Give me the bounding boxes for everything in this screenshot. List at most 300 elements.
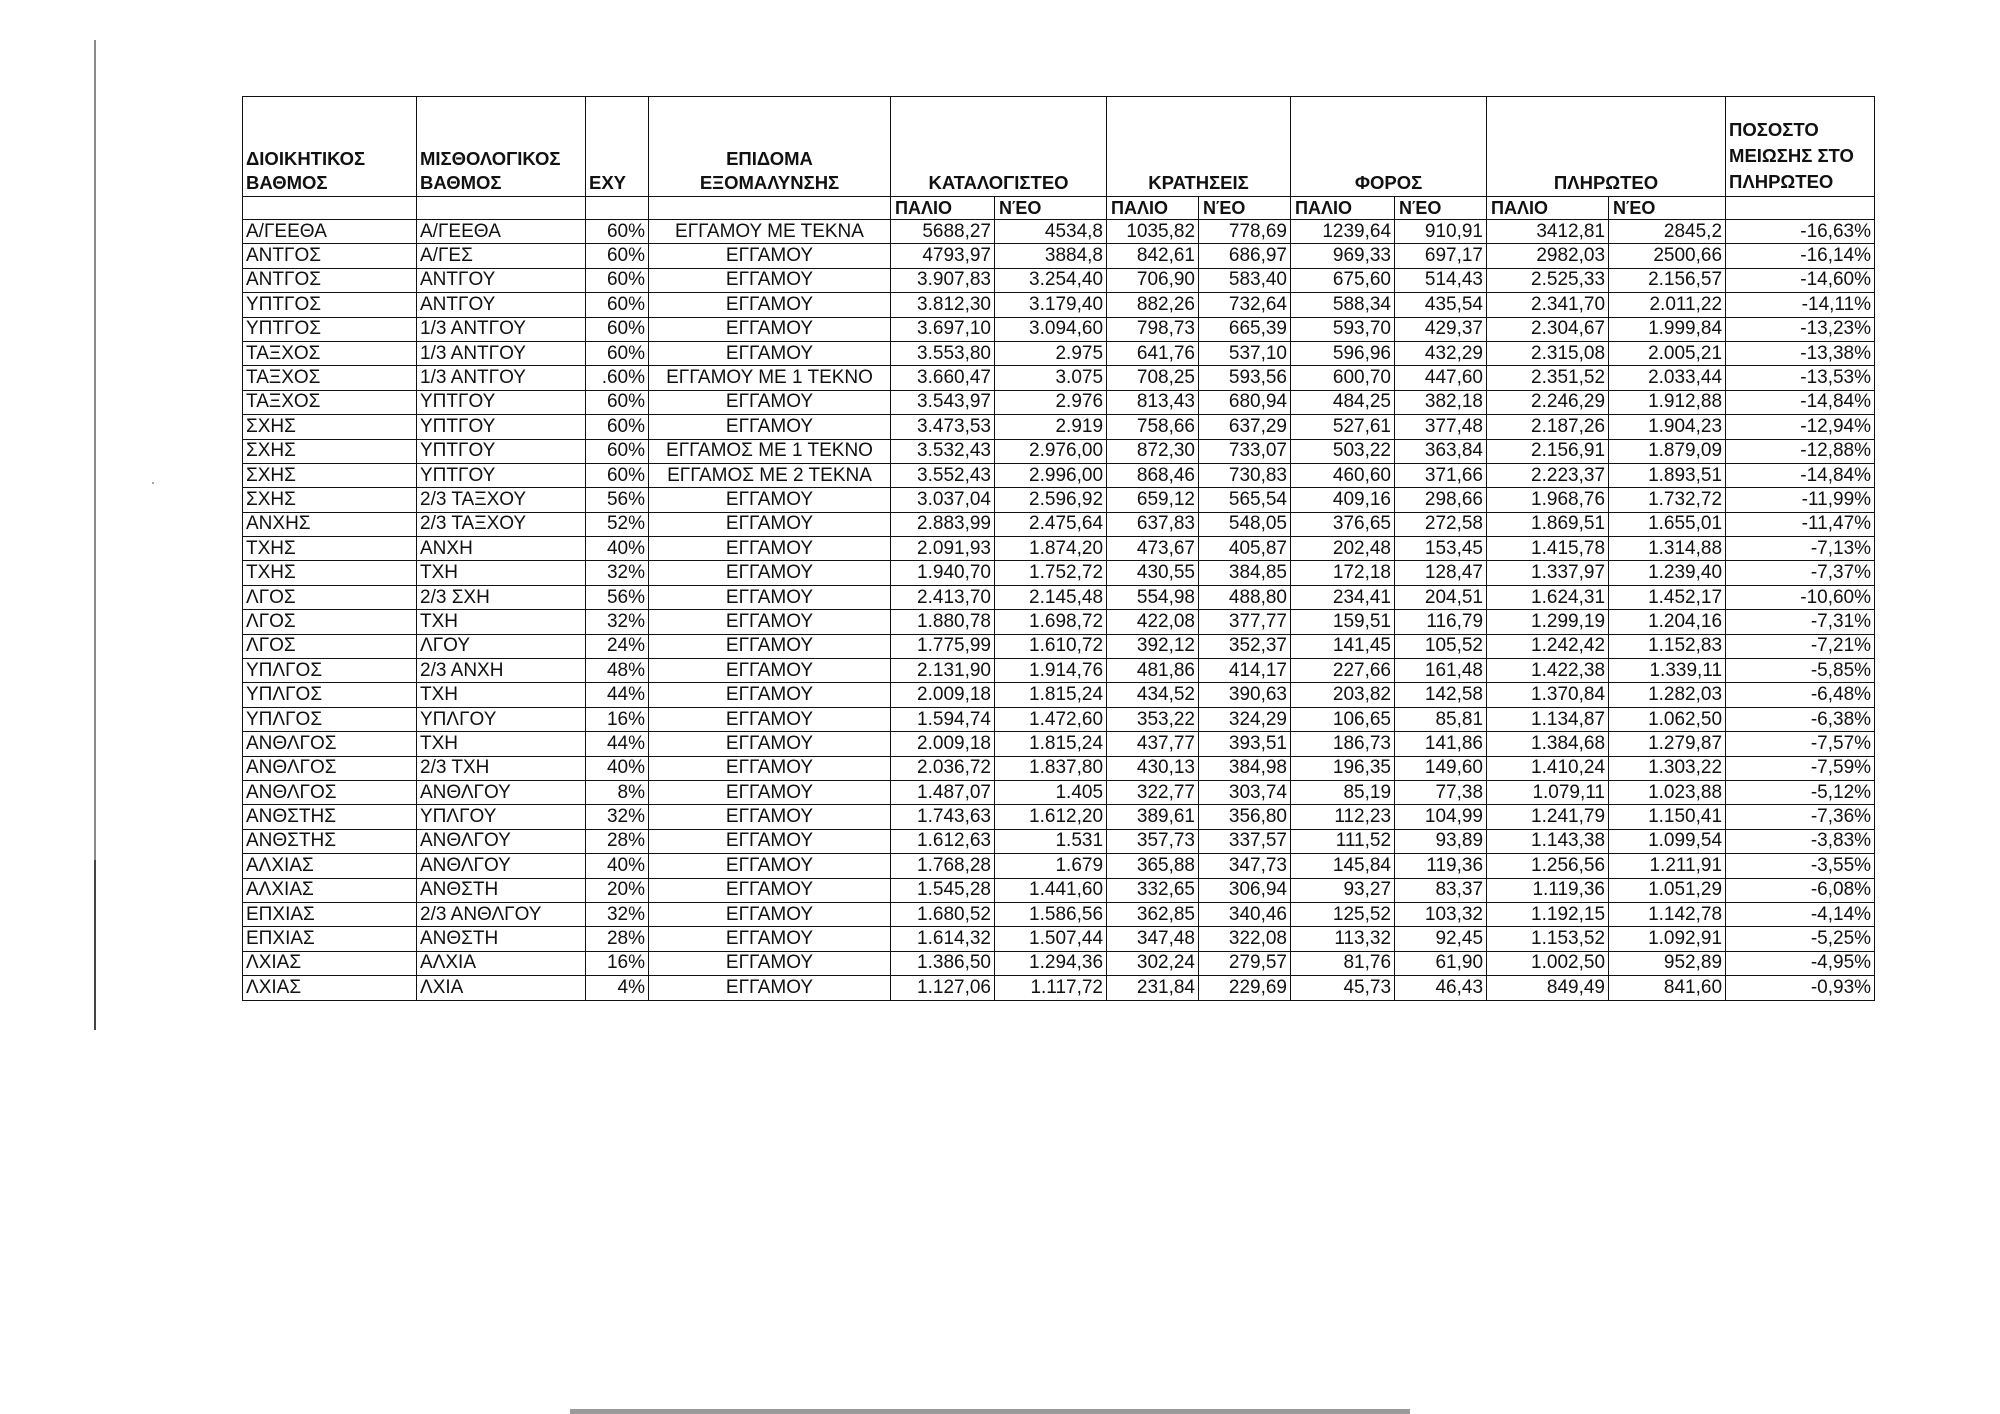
cell-dioikitikos: ΑΝΘΛΓΟΣ — [243, 780, 417, 804]
cell-plirotheo-old: 2.525,33 — [1487, 268, 1609, 292]
cell-kratiseis-new: 356,80 — [1199, 805, 1291, 829]
cell-plirotheo-new: 2845,2 — [1609, 220, 1726, 244]
cell-misthologikos: ΑΝΘΛΓΟΥ — [417, 829, 586, 853]
cell-misthologikos: 2/3 ΤΑΞΧΟΥ — [417, 512, 586, 536]
cell-plirotheo-new: 2500,66 — [1609, 244, 1726, 268]
cell-exy: 20% — [586, 878, 649, 902]
cell-plirotheo-new: 2.011,22 — [1609, 293, 1726, 317]
table-row — [243, 220, 1875, 244]
cell-epidoma: ΕΓΓΑΜΟΥ — [649, 317, 891, 341]
cell-pososto: -14,11% — [1726, 293, 1875, 317]
cell-kratiseis-old: 842,61 — [1107, 244, 1199, 268]
cell-plirotheo-old: 1.192,15 — [1487, 902, 1609, 926]
cell-foros-new: 77,38 — [1395, 780, 1487, 804]
cell-epidoma: ΕΓΓΑΜΟΥ — [649, 610, 891, 634]
cell-plirotheo-new: 1.051,29 — [1609, 878, 1726, 902]
cell-katalogisteo-old: 1.775,99 — [891, 634, 995, 658]
salary-table — [242, 96, 1875, 1001]
cell-kratiseis-new: 347,73 — [1199, 854, 1291, 878]
cell-exy: 32% — [586, 805, 649, 829]
col-header-dioikitikos — [243, 97, 417, 197]
cell-epidoma: ΕΓΓΑΜΟΥ — [649, 537, 891, 561]
header-text: ΕΧΥ — [589, 172, 627, 193]
cell-katalogisteo-old: 1.594,74 — [891, 707, 995, 731]
table-row — [243, 366, 1875, 390]
cell-pososto: -16,14% — [1726, 244, 1875, 268]
cell-foros-new: 153,45 — [1395, 537, 1487, 561]
header-text: ΠΛΗΡΩΤΕΟ — [1553, 172, 1659, 193]
cell-plirotheo-old: 2.246,29 — [1487, 390, 1609, 414]
cell-plirotheo-new: 1.279,87 — [1609, 732, 1726, 756]
cell-epidoma: ΕΓΓΑΜΟΥ — [649, 902, 891, 926]
cell-exy: 44% — [586, 683, 649, 707]
subheader-new: ΝΈΟ — [1395, 197, 1487, 220]
cell-plirotheo-new: 2.156,57 — [1609, 268, 1726, 292]
cell-plirotheo-old: 1.384,68 — [1487, 732, 1609, 756]
cell-pososto: -4,95% — [1726, 951, 1875, 975]
cell-plirotheo-new: 841,60 — [1609, 976, 1726, 1000]
cell-misthologikos: Α/ΓΕΕΘΑ — [417, 220, 586, 244]
cell-kratiseis-old: 430,55 — [1107, 561, 1199, 585]
cell-dioikitikos: ΑΛΧΙΑΣ — [243, 878, 417, 902]
cell-foros-old: 588,34 — [1291, 293, 1395, 317]
cell-plirotheo-old: 1.415,78 — [1487, 537, 1609, 561]
cell-foros-old: 460,60 — [1291, 463, 1395, 487]
cell-dioikitikos: ΑΝΤΓΟΣ — [243, 268, 417, 292]
table-row — [243, 878, 1875, 902]
subheader-old: ΠΑΛΙΟ — [1291, 197, 1395, 220]
cell-pososto: -14,84% — [1726, 463, 1875, 487]
cell-kratiseis-new: 637,29 — [1199, 415, 1291, 439]
cell-katalogisteo-new: 1.679 — [995, 854, 1107, 878]
cell-pososto: -13,38% — [1726, 341, 1875, 365]
cell-epidoma: ΕΓΓΑΜΟΥ — [649, 732, 891, 756]
cell-katalogisteo-old: 1.768,28 — [891, 854, 995, 878]
cell-foros-new: 116,79 — [1395, 610, 1487, 634]
scan-edge-line-dark — [94, 860, 96, 1030]
cell-misthologikos: ΤΧΗ — [417, 732, 586, 756]
cell-plirotheo-new: 1.211,91 — [1609, 854, 1726, 878]
cell-foros-new: 204,51 — [1395, 585, 1487, 609]
cell-katalogisteo-new: 1.874,20 — [995, 537, 1107, 561]
col-header-epidoma — [649, 97, 891, 197]
cell-exy: 60% — [586, 341, 649, 365]
table-row — [243, 854, 1875, 878]
cell-epidoma: ΕΓΓΑΜΟΥ ΜΕ 1 ΤΕΚΝΟ — [649, 366, 891, 390]
cell-plirotheo-old: 849,49 — [1487, 976, 1609, 1000]
table-row — [243, 927, 1875, 951]
cell-plirotheo-old: 1.143,38 — [1487, 829, 1609, 853]
cell-exy: 4% — [586, 976, 649, 1000]
cell-kratiseis-new: 583,40 — [1199, 268, 1291, 292]
cell-dioikitikos: ΣΧΗΣ — [243, 488, 417, 512]
cell-foros-old: 376,65 — [1291, 512, 1395, 536]
cell-dioikitikos: ΛΧΙΑΣ — [243, 951, 417, 975]
cell-misthologikos: ΥΠΛΓΟΥ — [417, 805, 586, 829]
cell-plirotheo-old: 2.351,52 — [1487, 366, 1609, 390]
cell-dioikitikos: ΛΧΙΑΣ — [243, 976, 417, 1000]
cell-dioikitikos: ΑΝΘΛΓΟΣ — [243, 756, 417, 780]
cell-pososto: -6,38% — [1726, 707, 1875, 731]
subheader-empty — [243, 197, 417, 220]
cell-exy: 40% — [586, 756, 649, 780]
cell-foros-old: 106,65 — [1291, 707, 1395, 731]
cell-kratiseis-old: 554,98 — [1107, 585, 1199, 609]
cell-plirotheo-old: 1.968,76 — [1487, 488, 1609, 512]
cell-plirotheo-new: 1.655,01 — [1609, 512, 1726, 536]
cell-foros-old: 159,51 — [1291, 610, 1395, 634]
cell-kratiseis-old: 389,61 — [1107, 805, 1199, 829]
cell-misthologikos: ΑΝΘΛΓΟΥ — [417, 780, 586, 804]
cell-pososto: -7,59% — [1726, 756, 1875, 780]
cell-katalogisteo-new: 1.507,44 — [995, 927, 1107, 951]
cell-katalogisteo-new: 1.586,56 — [995, 902, 1107, 926]
cell-plirotheo-old: 1.256,56 — [1487, 854, 1609, 878]
cell-dioikitikos: ΑΝΘΣΤΗΣ — [243, 829, 417, 853]
cell-katalogisteo-old: 1.680,52 — [891, 902, 995, 926]
cell-plirotheo-new: 1.142,78 — [1609, 902, 1726, 926]
cell-kratiseis-new: 352,37 — [1199, 634, 1291, 658]
cell-misthologikos: ΑΝΘΣΤΗ — [417, 878, 586, 902]
table-row — [243, 707, 1875, 731]
cell-kratiseis-old: 362,85 — [1107, 902, 1199, 926]
cell-pososto: -7,37% — [1726, 561, 1875, 585]
cell-kratiseis-new: 730,83 — [1199, 463, 1291, 487]
cell-exy: 60% — [586, 390, 649, 414]
cell-kratiseis-new: 537,10 — [1199, 341, 1291, 365]
cell-misthologikos: ΑΝΤΓΟΥ — [417, 293, 586, 317]
cell-katalogisteo-new: 3.254,40 — [995, 268, 1107, 292]
cell-foros-new: 298,66 — [1395, 488, 1487, 512]
cell-kratiseis-new: 732,64 — [1199, 293, 1291, 317]
cell-foros-old: 45,73 — [1291, 976, 1395, 1000]
cell-misthologikos: ΛΓΟΥ — [417, 634, 586, 658]
cell-katalogisteo-new: 1.752,72 — [995, 561, 1107, 585]
cell-foros-new: 92,45 — [1395, 927, 1487, 951]
cell-foros-old: 227,66 — [1291, 659, 1395, 683]
subheader-old: ΠΑΛΙΟ — [1487, 197, 1609, 220]
cell-foros-old: 203,82 — [1291, 683, 1395, 707]
cell-epidoma: ΕΓΓΑΜΟΥ — [649, 561, 891, 585]
cell-exy: 60% — [586, 268, 649, 292]
cell-exy: 60% — [586, 317, 649, 341]
cell-epidoma: ΕΓΓΑΜΟΥ — [649, 854, 891, 878]
table-row — [243, 634, 1875, 658]
cell-plirotheo-old: 1.241,79 — [1487, 805, 1609, 829]
subheader-row — [243, 197, 1875, 220]
cell-foros-old: 85,19 — [1291, 780, 1395, 804]
cell-plirotheo-old: 1.002,50 — [1487, 951, 1609, 975]
cell-katalogisteo-old: 1.386,50 — [891, 951, 995, 975]
col-header-misthologikos — [417, 97, 586, 197]
cell-plirotheo-new: 1.150,41 — [1609, 805, 1726, 829]
cell-kratiseis-old: 473,67 — [1107, 537, 1199, 561]
cell-exy: 8% — [586, 780, 649, 804]
header-text: ΚΡΑΤΗΣΕΙΣ — [1148, 172, 1249, 193]
cell-pososto: -3,83% — [1726, 829, 1875, 853]
subheader-old: ΠΑΛΙΟ — [1107, 197, 1199, 220]
cell-plirotheo-new: 1.023,88 — [1609, 780, 1726, 804]
cell-kratiseis-new: 303,74 — [1199, 780, 1291, 804]
cell-pososto: -16,63% — [1726, 220, 1875, 244]
cell-foros-old: 111,52 — [1291, 829, 1395, 853]
cell-misthologikos: Α/ΓΕΣ — [417, 244, 586, 268]
cell-exy: 32% — [586, 610, 649, 634]
table-row — [243, 439, 1875, 463]
table-row — [243, 488, 1875, 512]
cell-foros-old: 675,60 — [1291, 268, 1395, 292]
cell-dioikitikos: Α/ΓΕΕΘΑ — [243, 220, 417, 244]
cell-kratiseis-new: 306,94 — [1199, 878, 1291, 902]
cell-kratiseis-old: 353,22 — [1107, 707, 1199, 731]
header-text: ΜΙΣΘΟΛΟΓΙΚΟΣ ΒΑΘΜΟΣ — [420, 148, 561, 193]
cell-katalogisteo-old: 1.614,32 — [891, 927, 995, 951]
cell-plirotheo-new: 1.339,11 — [1609, 659, 1726, 683]
cell-kratiseis-new: 488,80 — [1199, 585, 1291, 609]
cell-foros-old: 172,18 — [1291, 561, 1395, 585]
cell-misthologikos: 2/3 ΣΧΗ — [417, 585, 586, 609]
cell-dioikitikos: ΛΓΟΣ — [243, 610, 417, 634]
cell-exy: 60% — [586, 463, 649, 487]
cell-katalogisteo-new: 1.441,60 — [995, 878, 1107, 902]
cell-plirotheo-new: 1.282,03 — [1609, 683, 1726, 707]
subheader-empty — [586, 197, 649, 220]
cell-foros-old: 141,45 — [1291, 634, 1395, 658]
cell-katalogisteo-new: 1.612,20 — [995, 805, 1107, 829]
cell-kratiseis-new: 384,98 — [1199, 756, 1291, 780]
cell-plirotheo-old: 1.242,42 — [1487, 634, 1609, 658]
cell-foros-old: 596,96 — [1291, 341, 1395, 365]
cell-epidoma: ΕΓΓΑΜΟΥ — [649, 927, 891, 951]
cell-exy: 40% — [586, 854, 649, 878]
cell-kratiseis-old: 302,24 — [1107, 951, 1199, 975]
subheader-empty — [417, 197, 586, 220]
cell-exy: 60% — [586, 293, 649, 317]
cell-katalogisteo-old: 3.473,53 — [891, 415, 995, 439]
cell-misthologikos: 2/3 ΑΝΘΛΓΟΥ — [417, 902, 586, 926]
cell-misthologikos: ΛΧΙΑ — [417, 976, 586, 1000]
cell-kratiseis-old: 1035,82 — [1107, 220, 1199, 244]
cell-epidoma: ΕΓΓΑΜΟΥ — [649, 634, 891, 658]
cell-katalogisteo-old: 1.743,63 — [891, 805, 995, 829]
cell-kratiseis-new: 340,46 — [1199, 902, 1291, 926]
cell-epidoma: ΕΓΓΑΜΟΥ — [649, 976, 891, 1000]
cell-epidoma: ΕΓΓΑΜΟΥ — [649, 488, 891, 512]
cell-foros-old: 196,35 — [1291, 756, 1395, 780]
cell-foros-new: 432,29 — [1395, 341, 1487, 365]
header-text: ΚΑΤΑΛΟΓΙΣΤΕΟ — [928, 172, 1069, 193]
cell-katalogisteo-old: 2.036,72 — [891, 756, 995, 780]
cell-dioikitikos: ΤΑΞΧΟΣ — [243, 366, 417, 390]
cell-plirotheo-new: 1.099,54 — [1609, 829, 1726, 853]
cell-exy: 60% — [586, 415, 649, 439]
cell-pososto: -0,93% — [1726, 976, 1875, 1000]
cell-foros-new: 382,18 — [1395, 390, 1487, 414]
cell-dioikitikos: ΥΠΛΓΟΣ — [243, 683, 417, 707]
cell-pososto: -7,36% — [1726, 805, 1875, 829]
cell-dioikitikos: ΕΠΧΙΑΣ — [243, 927, 417, 951]
cell-epidoma: ΕΓΓΑΜΟΥ — [649, 390, 891, 414]
cell-misthologikos: 2/3 ΑΝΧΗ — [417, 659, 586, 683]
cell-plirotheo-old: 2.315,08 — [1487, 341, 1609, 365]
cell-misthologikos: 2/3 ΤΧΗ — [417, 756, 586, 780]
cell-pososto: -10,60% — [1726, 585, 1875, 609]
cell-foros-old: 600,70 — [1291, 366, 1395, 390]
cell-katalogisteo-new: 1.405 — [995, 780, 1107, 804]
cell-plirotheo-old: 1.422,38 — [1487, 659, 1609, 683]
cell-plirotheo-old: 1.410,24 — [1487, 756, 1609, 780]
col-header-pososto — [1726, 97, 1875, 197]
subheader-new: ΝΈΟ — [1609, 197, 1726, 220]
cell-foros-new: 429,37 — [1395, 317, 1487, 341]
cell-kratiseis-old: 347,48 — [1107, 927, 1199, 951]
cell-foros-old: 186,73 — [1291, 732, 1395, 756]
cell-exy: 32% — [586, 561, 649, 585]
cell-katalogisteo-old: 2.009,18 — [891, 683, 995, 707]
cell-foros-old: 409,16 — [1291, 488, 1395, 512]
cell-foros-new: 61,90 — [1395, 951, 1487, 975]
cell-plirotheo-old: 1.299,19 — [1487, 610, 1609, 634]
cell-katalogisteo-new: 1.531 — [995, 829, 1107, 853]
cell-katalogisteo-new: 1.294,36 — [995, 951, 1107, 975]
cell-foros-new: 514,43 — [1395, 268, 1487, 292]
cell-exy: 60% — [586, 439, 649, 463]
cell-kratiseis-new: 733,07 — [1199, 439, 1291, 463]
cell-plirotheo-old: 2.156,91 — [1487, 439, 1609, 463]
cell-foros-new: 85,81 — [1395, 707, 1487, 731]
cell-kratiseis-old: 322,77 — [1107, 780, 1199, 804]
cell-epidoma: ΕΓΓΑΜΟΣ ΜΕ 1 ΤΕΚΝΟ — [649, 439, 891, 463]
cell-foros-old: 593,70 — [1291, 317, 1395, 341]
cell-katalogisteo-old: 3.037,04 — [891, 488, 995, 512]
cell-kratiseis-old: 798,73 — [1107, 317, 1199, 341]
cell-pososto: -14,84% — [1726, 390, 1875, 414]
cell-katalogisteo-new: 3884,8 — [995, 244, 1107, 268]
cell-misthologikos: ΑΝΘΣΤΗ — [417, 927, 586, 951]
cell-kratiseis-old: 481,86 — [1107, 659, 1199, 683]
cell-plirotheo-old: 1.119,36 — [1487, 878, 1609, 902]
cell-kratiseis-new: 778,69 — [1199, 220, 1291, 244]
cell-plirotheo-new: 1.904,23 — [1609, 415, 1726, 439]
cell-plirotheo-old: 2982,03 — [1487, 244, 1609, 268]
cell-plirotheo-new: 2.005,21 — [1609, 341, 1726, 365]
cell-exy: 16% — [586, 951, 649, 975]
scan-speck — [152, 482, 154, 484]
cell-plirotheo-old: 1.337,97 — [1487, 561, 1609, 585]
subheader-old: ΠΑΛΙΟ — [891, 197, 995, 220]
cell-pososto: -3,55% — [1726, 854, 1875, 878]
cell-kratiseis-new: 665,39 — [1199, 317, 1291, 341]
table-row — [243, 585, 1875, 609]
table-row — [243, 244, 1875, 268]
table-row — [243, 659, 1875, 683]
cell-epidoma: ΕΓΓΑΜΟΥ — [649, 268, 891, 292]
cell-kratiseis-new: 680,94 — [1199, 390, 1291, 414]
cell-kratiseis-old: 422,08 — [1107, 610, 1199, 634]
cell-katalogisteo-new: 1.698,72 — [995, 610, 1107, 634]
cell-kratiseis-old: 882,26 — [1107, 293, 1199, 317]
cell-exy: 28% — [586, 927, 649, 951]
cell-exy: 32% — [586, 902, 649, 926]
cell-plirotheo-old: 2.304,67 — [1487, 317, 1609, 341]
cell-misthologikos: ΤΧΗ — [417, 561, 586, 585]
cell-plirotheo-old: 1.624,31 — [1487, 585, 1609, 609]
cell-katalogisteo-old: 2.883,99 — [891, 512, 995, 536]
cell-epidoma: ΕΓΓΑΜΟΥ — [649, 585, 891, 609]
cell-foros-new: 119,36 — [1395, 854, 1487, 878]
cell-misthologikos: ΥΠΤΓΟΥ — [417, 390, 586, 414]
table-row — [243, 732, 1875, 756]
cell-epidoma: ΕΓΓΑΜΟΥ — [649, 829, 891, 853]
cell-plirotheo-old: 3412,81 — [1487, 220, 1609, 244]
cell-dioikitikos: ΣΧΗΣ — [243, 415, 417, 439]
cell-dioikitikos: ΥΠΛΓΟΣ — [243, 707, 417, 731]
cell-dioikitikos: ΤΑΞΧΟΣ — [243, 390, 417, 414]
cell-kratiseis-old: 434,52 — [1107, 683, 1199, 707]
cell-plirotheo-new: 1.092,91 — [1609, 927, 1726, 951]
cell-katalogisteo-new: 1.610,72 — [995, 634, 1107, 658]
cell-katalogisteo-new: 1.117,72 — [995, 976, 1107, 1000]
cell-foros-new: 142,58 — [1395, 683, 1487, 707]
cell-epidoma: ΕΓΓΑΜΟΥ — [649, 707, 891, 731]
cell-misthologikos: ΑΝΤΓΟΥ — [417, 268, 586, 292]
cell-pososto: -12,88% — [1726, 439, 1875, 463]
table-row — [243, 683, 1875, 707]
cell-dioikitikos: ΥΠΛΓΟΣ — [243, 659, 417, 683]
cell-katalogisteo-old: 2.091,93 — [891, 537, 995, 561]
cell-dioikitikos: ΑΝΘΣΤΗΣ — [243, 805, 417, 829]
cell-foros-new: 447,60 — [1395, 366, 1487, 390]
cell-epidoma: ΕΓΓΑΜΟΥ — [649, 951, 891, 975]
cell-plirotheo-new: 1.999,84 — [1609, 317, 1726, 341]
table-row — [243, 268, 1875, 292]
cell-plirotheo-new: 1.314,88 — [1609, 537, 1726, 561]
cell-foros-new: 435,54 — [1395, 293, 1487, 317]
cell-epidoma: ΕΓΓΑΜΟΥ — [649, 659, 891, 683]
cell-exy: 24% — [586, 634, 649, 658]
cell-kratiseis-new: 393,51 — [1199, 732, 1291, 756]
cell-kratiseis-new: 565,54 — [1199, 488, 1291, 512]
cell-plirotheo-new: 1.879,09 — [1609, 439, 1726, 463]
cell-katalogisteo-new: 1.815,24 — [995, 683, 1107, 707]
cell-kratiseis-new: 686,97 — [1199, 244, 1291, 268]
cell-foros-old: 145,84 — [1291, 854, 1395, 878]
cell-foros-new: 105,52 — [1395, 634, 1487, 658]
header-text: ΠΟΣΟΣΤΟ ΜΕΙΩΣΗΣ ΣΤΟ ΠΛΗΡΩΤΕΟ — [1729, 119, 1854, 192]
cell-dioikitikos: ΑΛΧΙΑΣ — [243, 854, 417, 878]
cell-misthologikos: ΥΠΤΓΟΥ — [417, 463, 586, 487]
cell-epidoma: ΕΓΓΑΜΟΥ — [649, 244, 891, 268]
cell-kratiseis-old: 813,43 — [1107, 390, 1199, 414]
cell-kratiseis-new: 390,63 — [1199, 683, 1291, 707]
cell-misthologikos: ΑΝΘΛΓΟΥ — [417, 854, 586, 878]
cell-epidoma: ΕΓΓΑΜΟΥ — [649, 805, 891, 829]
cell-kratiseis-new: 405,87 — [1199, 537, 1291, 561]
cell-foros-new: 371,66 — [1395, 463, 1487, 487]
cell-misthologikos: ΥΠΤΓΟΥ — [417, 439, 586, 463]
cell-misthologikos: 1/3 ΑΝΤΓΟΥ — [417, 366, 586, 390]
cell-foros-new: 141,86 — [1395, 732, 1487, 756]
table-row — [243, 317, 1875, 341]
cell-dioikitikos: ΛΓΟΣ — [243, 634, 417, 658]
cell-misthologikos: ΥΠΤΓΟΥ — [417, 415, 586, 439]
cell-katalogisteo-old: 1.880,78 — [891, 610, 995, 634]
cell-foros-new: 161,48 — [1395, 659, 1487, 683]
cell-foros-new: 363,84 — [1395, 439, 1487, 463]
table-row — [243, 512, 1875, 536]
cell-plirotheo-new: 2.033,44 — [1609, 366, 1726, 390]
cell-dioikitikos: ΑΝΘΛΓΟΣ — [243, 732, 417, 756]
